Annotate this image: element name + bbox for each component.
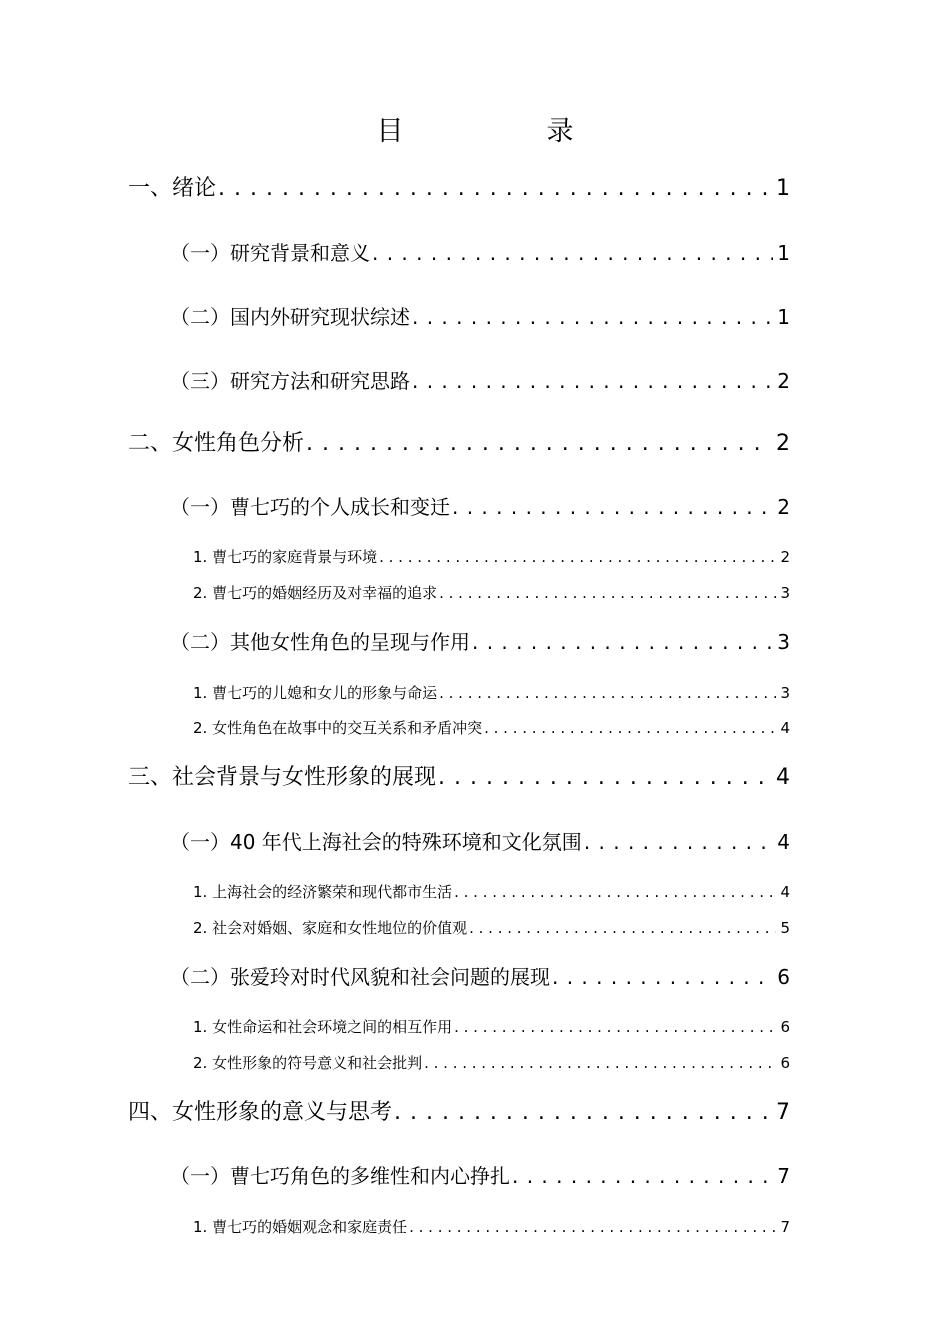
toc-entry[interactable] <box>170 492 790 522</box>
toc-entry-label: 2. 女性形象的符号意义和社会批判 <box>193 1054 423 1072</box>
toc-entry-label: （一）曹七巧角色的多维性和内心挣扎 <box>170 1164 510 1188</box>
toc-title: 目 录 <box>376 116 632 147</box>
toc-entry[interactable] <box>170 962 790 992</box>
toc-entry-label: 二、女性角色分析 <box>128 431 305 456</box>
toc-leader-dots <box>552 962 773 992</box>
toc-leader-dots <box>412 302 773 332</box>
toc-entry-page: 4 <box>780 883 790 901</box>
toc-entry-page: 4 <box>777 830 790 854</box>
toc-leader-dots <box>379 546 776 568</box>
toc-entry[interactable] <box>193 717 790 739</box>
toc-entry-page: 6 <box>777 965 790 989</box>
toc-entry-page: 3 <box>780 684 790 702</box>
toc-entry-page: 1 <box>777 241 790 265</box>
toc-leader-dots <box>218 173 772 205</box>
toc-entry-page: 7 <box>777 1164 790 1188</box>
toc-entry[interactable] <box>128 1097 790 1129</box>
toc-entry-page: 5 <box>780 919 790 937</box>
toc-leader-dots <box>584 827 773 857</box>
toc-entry[interactable] <box>170 302 790 332</box>
toc-entry-label: 一、绪论 <box>128 176 217 201</box>
toc-entry[interactable] <box>170 1161 790 1191</box>
toc-leader-dots <box>454 1016 776 1038</box>
toc-entry[interactable] <box>193 582 790 604</box>
toc-leader-dots <box>484 717 776 739</box>
toc-entry[interactable] <box>170 827 790 857</box>
toc-entry-label: （一）40 年代上海社会的特殊环境和文化氛围 <box>170 830 582 854</box>
toc-entry[interactable] <box>193 1016 790 1038</box>
toc-entry-label: 1. 曹七巧的儿媳和女儿的形象与命运 <box>193 684 438 702</box>
toc-entry-label: 1. 女性命运和社会环境之间的相互作用 <box>193 1018 453 1036</box>
toc-entry-page: 1 <box>776 176 790 201</box>
toc-entry-label: 四、女性形象的意义与思考 <box>128 1100 393 1125</box>
toc-entry-page: 6 <box>780 1054 790 1072</box>
toc-entry-label: 2. 曹七巧的婚姻经历及对幸福的追求 <box>193 584 438 602</box>
toc-entry-page: 2 <box>777 369 790 393</box>
toc-entry-page: 7 <box>780 1218 790 1236</box>
toc-entry-page: 7 <box>776 1100 790 1125</box>
toc-leader-dots <box>512 1161 773 1191</box>
toc-entry-label: 1. 曹七巧的家庭背景与环境 <box>193 548 378 566</box>
toc-entry-label: （二）张爱玲对时代风貌和社会问题的展现 <box>170 965 550 989</box>
toc-entry-label: （二）国内外研究现状综述 <box>170 305 410 329</box>
toc-leader-dots <box>306 428 772 460</box>
toc-leader-dots <box>409 1216 776 1238</box>
toc-entry-label: 三、社会背景与女性形象的展现 <box>128 765 437 790</box>
toc-entry-label: 2. 女性角色在故事中的交互关系和矛盾冲突 <box>193 719 483 737</box>
toc-entry-label: （三）研究方法和研究思路 <box>170 369 410 393</box>
toc-entry-page: 2 <box>776 431 790 456</box>
toc-entry-page: 1 <box>777 305 790 329</box>
toc-entry-page: 3 <box>780 584 790 602</box>
toc-leader-dots <box>454 881 776 903</box>
toc-entry-label: 2. 社会对婚姻、家庭和女性地位的价值观 <box>193 919 468 937</box>
toc-entry[interactable] <box>170 238 790 268</box>
toc-entry[interactable] <box>193 881 790 903</box>
toc-entry[interactable] <box>170 627 790 657</box>
toc-entry-page: 6 <box>780 1018 790 1036</box>
toc-entry-page: 3 <box>777 630 790 654</box>
toc-entry[interactable] <box>193 682 790 704</box>
toc-entry[interactable] <box>128 173 790 205</box>
toc-entry[interactable] <box>170 366 790 396</box>
toc-leader-dots <box>439 582 776 604</box>
toc-entry-label: （一）研究背景和意义 <box>170 241 370 265</box>
toc-entry-label: 1. 上海社会的经济繁荣和现代都市生活 <box>193 883 453 901</box>
toc-entry-page: 4 <box>780 719 790 737</box>
toc-entry[interactable] <box>128 762 790 794</box>
toc-entry-page: 2 <box>780 548 790 566</box>
toc-entry[interactable] <box>193 1216 790 1238</box>
toc-entry[interactable] <box>193 917 790 939</box>
toc-leader-dots <box>394 1097 772 1129</box>
toc-leader-dots <box>372 238 773 268</box>
toc-leader-dots <box>472 627 773 657</box>
toc-entry-label: 1. 曹七巧的婚姻观念和家庭责任 <box>193 1218 408 1236</box>
toc-leader-dots <box>452 492 773 522</box>
toc-entry-label: （二）其他女性角色的呈现与作用 <box>170 630 470 654</box>
toc-entry-page: 4 <box>776 765 790 790</box>
toc-leader-dots <box>412 366 773 396</box>
toc-entry[interactable] <box>128 428 790 460</box>
toc-entry[interactable] <box>193 546 790 568</box>
toc-leader-dots <box>424 1052 776 1074</box>
toc-leader-dots <box>439 682 776 704</box>
toc-entry-label: （一）曹七巧的个人成长和变迁 <box>170 495 450 519</box>
toc-entry-page: 2 <box>777 495 790 519</box>
toc-entry[interactable] <box>193 1052 790 1074</box>
toc-leader-dots <box>469 917 776 939</box>
toc-leader-dots <box>438 762 772 794</box>
